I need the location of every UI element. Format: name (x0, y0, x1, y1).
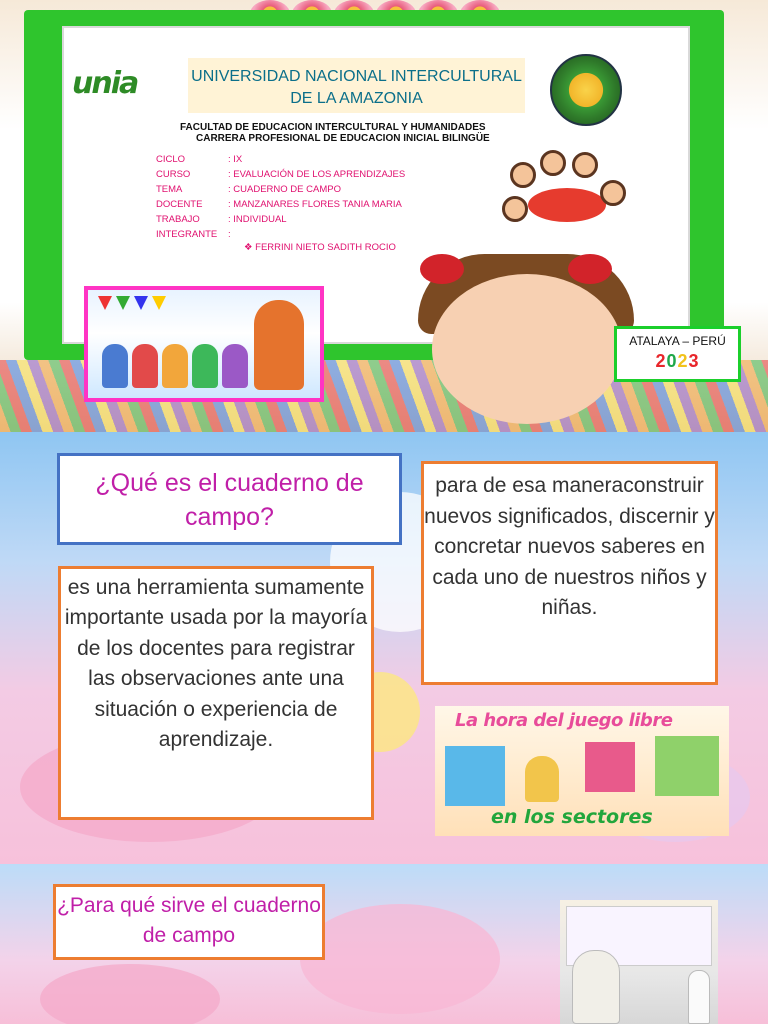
info-row (156, 152, 405, 167)
location-box (614, 326, 741, 382)
girl-illustration (392, 250, 632, 432)
info-label: INTEGRANTE (156, 229, 218, 240)
classroom-photo (560, 900, 718, 1024)
info-value: : EVALUACIÓN DE LOS APRENDIZAJES (228, 169, 406, 180)
location-text: ATALAYA – PERÚ (629, 334, 726, 348)
cover-info (156, 152, 405, 242)
cover-slide (0, 0, 768, 432)
info-row (156, 227, 405, 242)
definition-text: es una herramienta sumamente importante usada por la mayoría de los docentes para registrar las observaciones ante una situación o experiencia de aprendizaje. (58, 566, 374, 820)
info-value: : (228, 229, 231, 240)
free-play-illustration (435, 706, 729, 836)
definition-slide (0, 432, 768, 864)
image-subtitle: en los sectores (491, 806, 653, 828)
integrante-name: ❖ FERRINI NIETO SADITH ROCIO (244, 242, 396, 253)
faculty-block (180, 122, 540, 144)
university-line-2: DE LA AMAZONIA (290, 90, 423, 107)
info-label: TEMA (156, 184, 183, 195)
info-label: TRABAJO (156, 214, 200, 225)
university-line-1: UNIVERSIDAD NACIONAL INTERCULTURAL (191, 68, 522, 85)
info-value: : MANZANARES FLORES TANIA MARIA (228, 199, 402, 210)
year-digit: 2 (655, 351, 667, 371)
career-name: CARRERA PROFESIONAL DE EDUCACION INICIAL BILINGÜE (196, 133, 490, 144)
info-label: DOCENTE (156, 199, 203, 210)
flower-decoration (40, 964, 220, 1024)
info-row (156, 212, 405, 227)
purpose-slide (0, 864, 768, 1024)
info-row (156, 167, 405, 182)
question-title: ¿Qué es el cuaderno de campo? (57, 453, 402, 545)
info-value: : CUADERNO DE CAMPO (228, 184, 341, 195)
purpose-text: para de esa maneraconstruir nuevos significados, discernir y concretar nuevos saberes en cada uno de nuestros niños y niñas. (421, 461, 718, 685)
year-text (617, 349, 738, 373)
flower-decoration (300, 904, 500, 1014)
info-label: CICLO (156, 154, 186, 165)
university-title (188, 58, 525, 113)
faculty-name: FACULTAD DE EDUCACION INTERCULTURAL Y HUMANIDADES (180, 122, 486, 133)
info-row (156, 182, 405, 197)
year-digit: 2 (677, 351, 689, 371)
kids-at-table-illustration (500, 148, 632, 240)
year-digit: 0 (666, 351, 678, 371)
university-seal-icon (550, 54, 622, 126)
image-title: La hora del juego libre (455, 710, 673, 731)
info-value: : INDIVIDUAL (228, 214, 287, 225)
storytime-illustration (84, 286, 324, 402)
info-value: : IX (228, 154, 243, 165)
sirve-question: ¿Para qué sirve el cuaderno de campo (53, 884, 325, 960)
year-digit: 3 (688, 351, 700, 371)
info-row (156, 197, 405, 212)
unia-logo: unia (72, 66, 138, 101)
info-label: CURSO (156, 169, 191, 180)
